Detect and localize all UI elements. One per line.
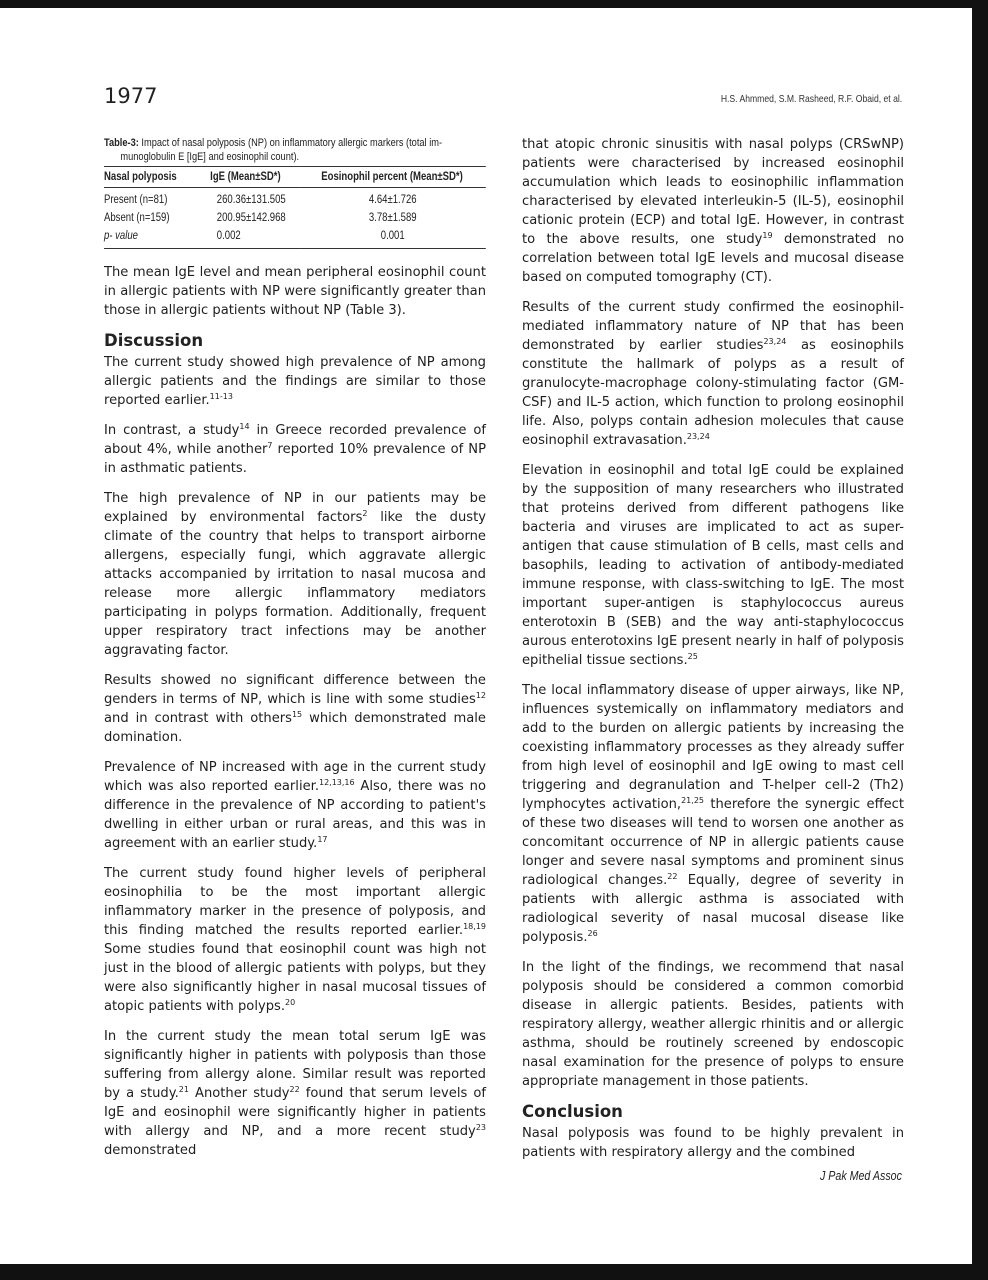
table-caption-text-1: Impact of nasal polyposis (NP) on inflammatory allergic markers (total im- [138, 137, 443, 149]
table-cell: 4.64±1.726 [368, 194, 417, 206]
table-caption-text-2: munoglobulin E [IgE] and eosinophil count). [120, 151, 300, 163]
citation: 25 [687, 652, 698, 661]
table-row [104, 228, 486, 249]
text-run: Another study [188, 1086, 290, 1101]
text-run: The local inflammatory disease of upper airways, like NP, influences systemically on inflammatory mediators and add to the burden on allergic patients by increasing the coexisting inflammatory processes as they already suffer from high level of eosinophil and IgE owing to mast cell triggering and degranulation and T-helper cell-2 (Th2) lymphocytes activation, [522, 683, 904, 812]
left-column [104, 136, 486, 1171]
table-3 [104, 136, 486, 249]
paragraph [104, 263, 486, 320]
table-cell: 0.001 [300, 228, 486, 249]
paragraph [104, 353, 486, 410]
citation: 12,13,16 [318, 778, 355, 787]
discussion-heading: Discussion [104, 331, 204, 350]
citation: 21,25 [681, 796, 704, 805]
page-number: 1977 [104, 84, 158, 108]
text-run: that atopic chronic sinusitis with nasal polyps (CRSwNP) patients were characterised by increased eosinophil accumulation which leads to eosinophilic inflammation characterised by elevated interleukin-5 (IL-5), eosinophil cationic protein (ECP) and total IgE. However, in contrast to the above results, one study [522, 137, 904, 247]
document-page [0, 8, 972, 1264]
text-run: Elevation in eosinophil and total IgE could be explained by the supposition of many researchers who illustrated that proteins derived from different pathogens like bacteria and viruses are implicated to act as super-antigen that cause stimulation of B cells, mast cells and basophils, leading to activation of antibody-mediated immune response, with class-switching to IgE. The most important super-antigen is staphylococcus aureus enterotoxin B (SEB) and the way anti-staphylococcus aurous enterotoxins IgE present nearly in half of polyposis epithelial tissue sections. [522, 463, 904, 668]
data-table [104, 166, 486, 249]
citation: 22 [667, 872, 678, 881]
text-run: The current study found higher levels of peripheral eosinophilia to be the most important allergic inflammatory marker in the presence of polyposis, and this finding matched the results reported earlier. [104, 866, 486, 938]
text-run: Equally, degree of severity in patients with allergic asthma is associated with radiological severity of nasal mucosal disease like polyposis. [522, 873, 904, 945]
journal-footer: J Pak Med Assoc [820, 1168, 902, 1183]
paragraph [522, 681, 904, 947]
text-run: demonstrated [104, 1143, 197, 1158]
text-run: as eosinophils constitute the hallmark of polyps as a result of granulocyte-macrophage colony-stimulating factor (GM-CSF) and IL-5 action, which function to prolong eosinophil life. Also, polyps contain adhesion molecules that cause eosinophil extravasation. [522, 338, 904, 448]
citation: 22 [289, 1085, 300, 1094]
paragraph [104, 864, 486, 1016]
text-run: Results showed no significant difference between the genders in terms of NP, which is line with some studies [104, 673, 486, 707]
text-run: in Greece recorded prevalence of about 4%, while another [104, 423, 486, 457]
text-run: Results of the current study confirmed the eosinophil-mediated inflammatory nature of NP that has been demonstrated by earlier studies [522, 300, 904, 353]
citation: 26 [587, 929, 598, 938]
text-run: In the light of the findings, we recommend that nasal polyposis should be considered a common comorbid disease in allergic patients. Besides, patients with respiratory allergy, weather allergic rhinitis and or allergic asthma, should be routinely screened by endoscopic nasal examination for the presence of polyps to ensure appropriate management in those patients. [522, 960, 904, 1089]
citation: 14 [239, 422, 250, 431]
table-cell: Absent (n=159) [104, 212, 170, 224]
paragraph [522, 1124, 904, 1162]
text-run: The high prevalence of NP in our patients may be explained by environmental factors [104, 491, 486, 525]
table-cell: 200.95±142.968 [216, 212, 286, 224]
text-run: Nasal polyposis was found to be highly prevalent in patients with respiratory allergy and the combined [522, 1126, 904, 1160]
paragraph [522, 135, 904, 287]
citation: 21 [178, 1085, 189, 1094]
paragraph [522, 298, 904, 450]
paragraph [104, 758, 486, 853]
table-header-row [104, 167, 486, 188]
table-row [104, 188, 486, 211]
text-run: which demonstrated male domination. [104, 711, 486, 745]
text-run: The current study showed high prevalence of NP among allergic patients and the findings are similar to those reported earlier. [104, 355, 486, 408]
text-run: and in contrast with others [104, 711, 292, 726]
conclusion-heading: Conclusion [522, 1102, 623, 1121]
paragraph [522, 461, 904, 670]
text-run: therefore the synergic effect of these two diseases will tend to worsen one another as concomitant occurrence of NP in allergic patients cause longer and severe nasal symptoms and prominent sinus radiological changes. [522, 797, 904, 888]
column-header-nasal-polyposis: Nasal polyposis [104, 167, 187, 188]
table-row [104, 210, 486, 228]
text-run: Also, there was no difference in the prevalence of NP according to patient's dwelling in either urban or rural areas, and this was in agreement with an earlier study. [104, 779, 486, 851]
table-cell: Present (n=81) [104, 194, 168, 206]
citation: 17 [317, 835, 328, 844]
table-cell: p- value [104, 228, 187, 249]
text-run: In the current study the mean total serum IgE was significantly higher in patients with polyposis than those suffering from allergy alone. Similar result was reported by a study. [104, 1029, 486, 1101]
paragraph [104, 421, 486, 478]
right-column [522, 135, 904, 1173]
citation: 12 [475, 691, 486, 700]
text-run: The mean IgE level and mean peripheral eosinophil count in allergic patients with NP were significantly greater than those in allergic patients without NP (Table 3). [104, 265, 486, 318]
citation: 23,24 [686, 432, 710, 441]
column-header-ige: IgE (Mean±SD*) [187, 167, 300, 188]
table-caption-label: Table-3: [104, 137, 139, 149]
citation: 11-13 [209, 392, 233, 401]
paragraph [522, 958, 904, 1091]
citation: 23 [475, 1123, 486, 1132]
citation: 7 [267, 441, 273, 450]
citation: 15 [291, 710, 303, 719]
table-cell: 0.002 [187, 228, 300, 249]
text-run: demonstrated no correlation between total IgE levels and mucosal disease based on computed tomography (CT). [522, 232, 904, 285]
text-run: Some studies found that eosinophil count was high not just in the blood of allergic patients with polyps, but they were also significantly higher in nasal mucosal tissues of atopic patients with polyps. [104, 942, 486, 1014]
text-run: Prevalence of NP increased with age in the current study which was also reported earlier. [104, 760, 486, 794]
table-caption [104, 136, 477, 166]
paragraph [104, 1027, 486, 1160]
paragraph [104, 489, 486, 660]
text-run: found that serum levels of IgE and eosinophil were significantly higher in patients with allergy and NP, and a more recent study [104, 1086, 486, 1139]
citation: 23,24 [763, 337, 787, 346]
text-run: like the dusty climate of the country that helps to transport airborne allergens, especially fungi, which aggravate allergic attacks accompanied by irritation to nasal mucosa and release more allergic inflammatory mediators participating in polyps formation. Additionally, frequent upper respiratory tract infections may be another aggravating factor. [104, 510, 486, 658]
table-cell: 3.78±1.589 [368, 212, 417, 224]
text-run: reported 10% prevalence of NP in asthmatic patients. [104, 442, 486, 476]
citation: 20 [285, 998, 296, 1007]
citation: 19 [762, 231, 773, 240]
citation: 2 [362, 509, 368, 518]
column-header-eosinophil: Eosinophil percent (Mean±SD*) [300, 167, 486, 188]
text-run: In contrast, a study [104, 423, 240, 438]
paragraph [104, 671, 486, 747]
citation: 18,19 [463, 922, 486, 931]
running-head-authors: H.S. Ahmmed, S.M. Rasheed, R.F. Obaid, et al. [720, 93, 902, 105]
table-cell: 260.36±131.505 [216, 194, 286, 206]
